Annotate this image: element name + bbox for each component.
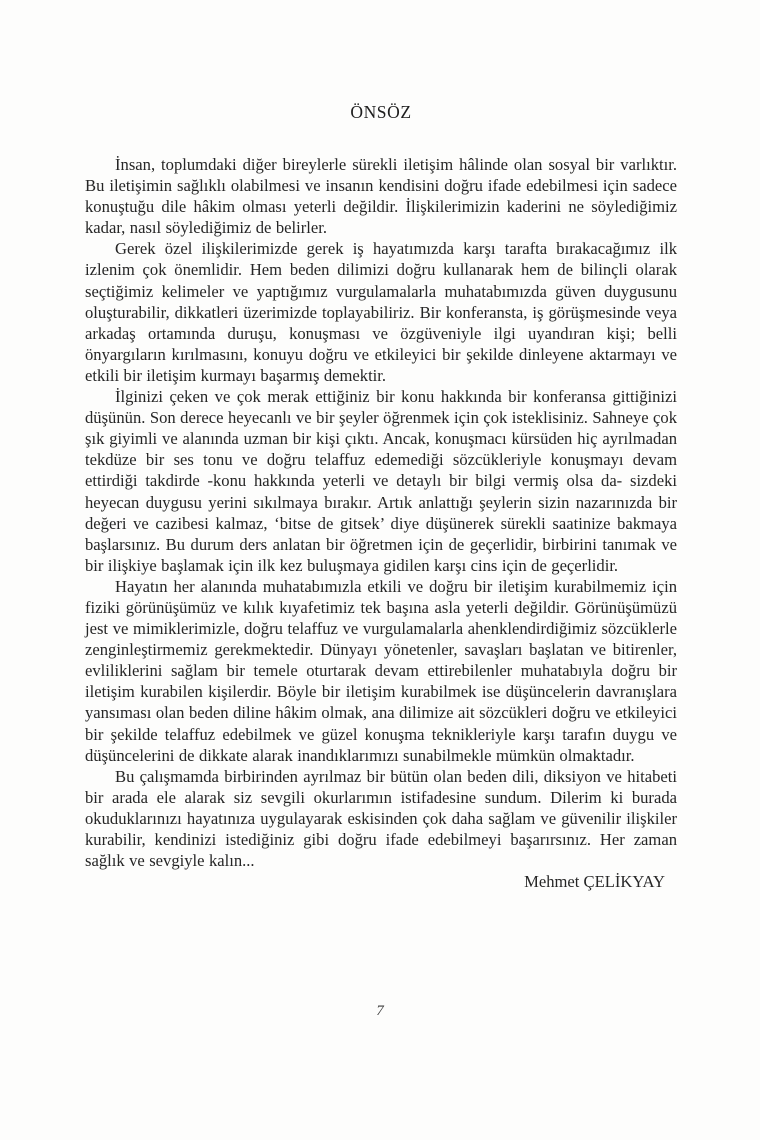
paragraph-5: Bu çalışmamda birbirinden ayrılmaz bir bütün olan beden dili, diksiyon ve hitabeti bir arada ele alarak siz sevgili okurlarımın istifadesine sundum. Dilerim ki burada okuduklarınızı hayatınıza uygulayarak eskisinden çok daha sağlam ve güvenilir ilişkiler kurabilir, kendinizi istediğiniz gibi doğru ifade edebilmeyi başarırsınız. Her zaman sağlık ve sevgiyle kalın... xyxy=(85,766,677,871)
author-signature: Mehmet ÇELİKYAY xyxy=(524,872,665,892)
page-number: 7 xyxy=(376,1003,384,1019)
page-title: ÖNSÖZ xyxy=(350,102,412,122)
paragraph-1: İnsan, toplumdaki diğer bireylerle sürekli iletişim hâlinde olan sosyal bir varlıktır. Bu iletişimin sağlıklı olabilmesi ve insanın kendisini doğru ifade edebilmesi için sadece konuştuğu dile hâkim olması yeterli değildir. İlişkilerimizin kaderini ne söylediğimiz kadar, nasıl söylediğimiz de belirler. xyxy=(85,155,677,238)
paragraph-2: Gerek özel ilişkilerimizde gerek iş hayatımızda karşı tarafta bırakacağımız ilk izlenim çok önemlidir. Hem beden dilimizi doğru kullanarak hem de bilinçli olarak seçtiğimiz kelimeler ve yaptığımız vurgulamalarla muhatabımızda güven duygusunu oluşturabilir, dikkatleri üzerimizde toplayabiliriz. Bir konferansta, iş görüşmesinde veya arkadaş ortamında duruşu, konuşması ve özgüveniyle ilgi uyandıran kişi; belli önyargıların kırılmasını, konuyu doğru ve etkileyici bir şekilde dinleyene aktarmayı ve etkili bir iletişim kurmayı başarmış demektir. xyxy=(85,239,677,385)
paragraph-4: Hayatın her alanında muhatabımızla etkili ve doğru bir iletişim kurabilmemiz için fiziki görünüşümüz ve kılık kıyafetimiz tek başına asla yeterli değildir. Görünüşümüzü jest ve mimiklerimizle, doğru telaffuz ve vurgulamalarla ahenklendirdiğimiz sözcüklerle zenginleştirmemiz gerekmektedir. Dünyayı yönetenler, savaşları başlatan ve bitirenler, evliliklerini sağlam bir temele oturtarak devam ettirebilenler muhatabıyla doğru bir iletişim kurabilen kişilerdir. Böyle bir iletişim kurabilmek ise düşüncelerin davranışlara yansıması olan beden diline hâkim olmak, ana dilimize ait sözcükleri doğru ve etkileyici bir şekilde telaffuz edebilmek ve güzel konuşma teknikleriyle karşı tarafın duygu ve düşüncelerini de dikkate alarak inandıklarımızı sunabilmekle mümkün olmaktadır. xyxy=(85,576,677,765)
text-block xyxy=(85,102,677,892)
paragraph-3: İlginizi çeken ve çok merak ettiğiniz bir konu hakkında bir konferansa gittiğinizi düşünün. Son derece heyecanlı ve bir şeyler öğrenmek için çok isteklisiniz. Sahneye çok şık giyimli ve alanında uzman bir kişi çıktı. Ancak, konuşmacı kürsüden hiç ayrılmadan tekdüze bir ses tonu ve doğru telaffuz edemediği sözcükleriyle konuşmayı devam ettirdiği takdirde -konu hakkında yeterli ve detaylı bir bilgi vermiş olsa da- sizdeki heyecan duygusu yerini sıkılmaya bırakır. Artık anlattığı şeylerin sizin nazarınızda bir değeri ve cazibesi kalmaz, ‘bitse de gitsek’ diye düşünerek sürekli saatinize bakmaya başlarsınız. Bu durum ders anlatan bir öğretmen için de geçerlidir, birbirini tanımak ve bir ilişkiye başlamak için ilk kez buluşmaya gidilen karşı cins için de geçerlidir. xyxy=(85,387,677,575)
